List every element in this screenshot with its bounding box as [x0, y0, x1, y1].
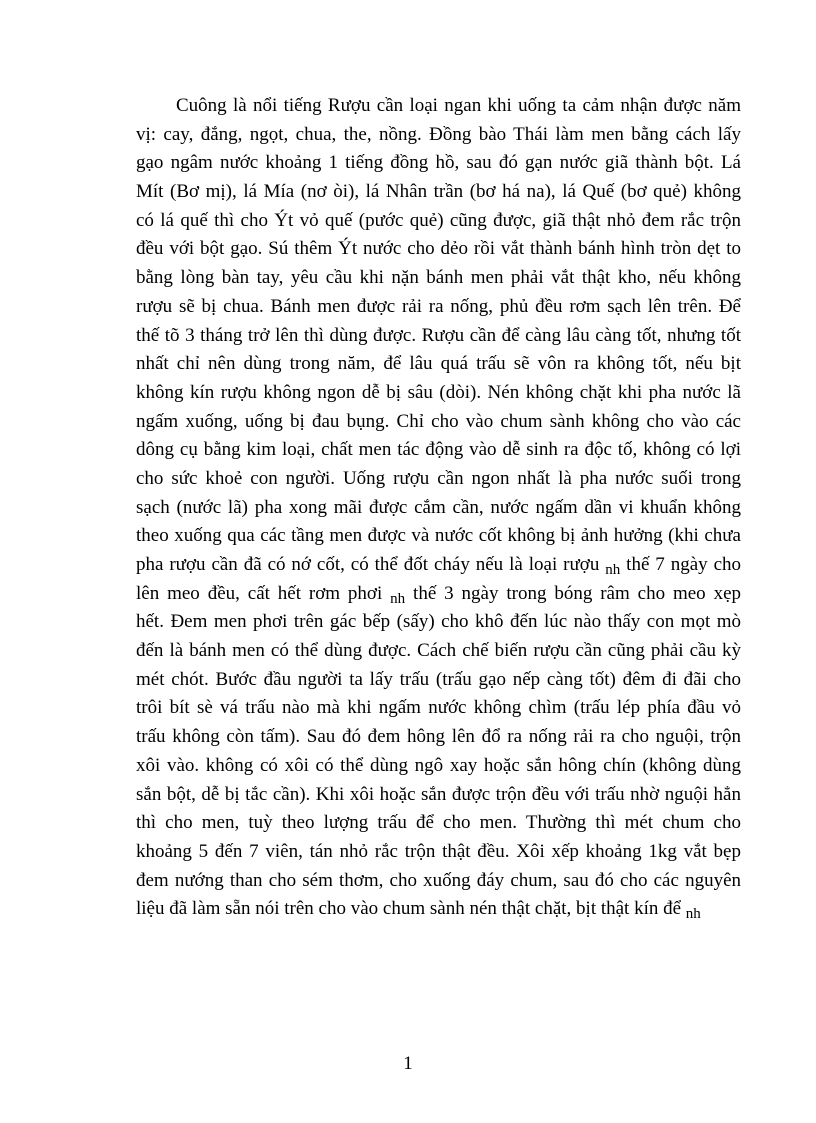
text-line	[136, 580, 741, 609]
page-number: 1	[403, 1053, 413, 1074]
subscript-fragment: nh	[390, 590, 406, 607]
text-line: không kín rượu không ngon dễ bị sâu (dòi). Nén không chặt khi pha nước lã	[136, 381, 741, 403]
text-line: cho sức khoẻ con người. Uống rượu cần ngon nhất là pha nước suối trong	[136, 467, 741, 489]
text-line: đều với bột gạo. Sú thêm Ýt nước cho dẻo rồi vắt thành bánh hình tròn dẹt to	[136, 238, 741, 260]
text-segment: thế 3 ngày trong bóng râm cho meo xẹp	[413, 582, 742, 604]
text-line: hết. Đem men phơi trên gác bếp (sấy) cho khô đến lúc nào thấy con mọt mò	[136, 611, 741, 633]
text-line: nhất chỉ nên dùng trong năm, để lâu quá trấu sẽ vôn ra không tốt, nếu bịt	[136, 353, 741, 375]
text-line: trôi bít sè vá trấu nào mà khi ngấm nước không chìm (trấu lép phía đầu vỏ	[136, 697, 741, 719]
text-line: đến là bánh men có thể dùng được. Cách chế biến rượu cần cũng phải cầu kỳ	[136, 640, 741, 662]
text-line: Mít (Bơ mị), lá Mía (nơ òi), lá Nhân trần (bơ há na), lá Quế (bơ quẻ) không	[136, 181, 741, 203]
body-paragraph	[136, 92, 741, 924]
text-line: sạch (nước lã) pha xong mãi được cắm cần, nước ngấm dần vi khuẩn không	[136, 496, 741, 518]
subscript-fragment: nh	[605, 562, 621, 578]
text-line: đem nướng than cho sém thơm, cho xuống đáy chum, sau đó cho các nguyên	[136, 869, 741, 891]
text-line: sắn bột, dễ bị tắc cần). Khi xôi hoặc sắn được trộn đều với trấu nhờ nguội hẳn	[136, 783, 741, 805]
text-line: xôi vào. không có xôi có thể dùng ngô xay hoặc sắn hông chín (không dùng	[136, 754, 741, 776]
text-line	[136, 895, 741, 924]
text-line: có lá quế thì cho Ýt vỏ quế (pước quẻ) cũng được, giã thật nhỏ đem rắc trộn	[136, 209, 741, 231]
text-line: theo xuống qua các tầng men được và nước cốt không bị ảnh hưởng (khi chưa	[136, 525, 741, 547]
text-line: rượu sẽ bị chua. Bánh men được rải ra nống, phủ đều rơm sạch lên trên. Để	[136, 295, 741, 317]
text-line: khoảng 5 đến 7 viên, tán nhỏ rắc trộn thật đều. Xôi xếp khoảng 1kg vắt bẹp	[136, 840, 741, 862]
text-line: ngấm xuống, uống bị đau bụng. Chỉ cho vào chum sành không cho vào các	[136, 410, 741, 432]
text-segment: thế 7 ngày cho	[626, 554, 742, 575]
text-line: thì cho men, tuỳ theo lượng trấu để cho men. Thường thì mét chum cho	[136, 812, 741, 834]
text-line	[136, 551, 741, 580]
text-line: mét chót. Bước đầu người ta lấy trấu (trấu gạo nếp càng tốt) đêm đi đãi cho	[136, 668, 741, 690]
text-segment: liệu đã làm sẵn nói trên cho vào chum sành nén thật chặt, bịt thật kín để	[136, 898, 682, 920]
text-line: Cuông là nổi tiếng Rượu cần loại ngan khi uống ta cảm nhận được năm	[176, 95, 741, 116]
text-line: thế tõ 3 tháng trở lên thì dùng được. Rượu cần để càng lâu càng tốt, nhưng tốt	[136, 324, 741, 346]
text-line: gạo ngâm nước khoảng 1 tiếng đồng hồ, sau đó gạn nước giã thành bột. Lá	[136, 152, 741, 174]
subscript-fragment: nh	[685, 906, 701, 923]
text-segment: pha rượu cần đã có nớ cốt, có thể đốt cháy nếu là loại rượu	[136, 554, 600, 575]
text-line: bằng lòng bàn tay, yêu cầu khi nặn bánh men phải vắt thật kho, nếu không	[136, 267, 741, 289]
text-segment: lên meo đều, cất hết rơm phơi	[136, 582, 383, 604]
text-line: trấu không còn tấm). Sau đó đem hông lên đổ ra nống rải ra cho nguội, trộn	[136, 726, 741, 748]
text-line: dông cụ bằng kim loại, chất men tác động vào dễ sinh ra độc tố, không có lợi	[136, 439, 741, 461]
text-line: vị: cay, đắng, ngọt, chua, the, nồng. Đồng bào Thái làm men bằng cách lấy	[136, 123, 741, 145]
